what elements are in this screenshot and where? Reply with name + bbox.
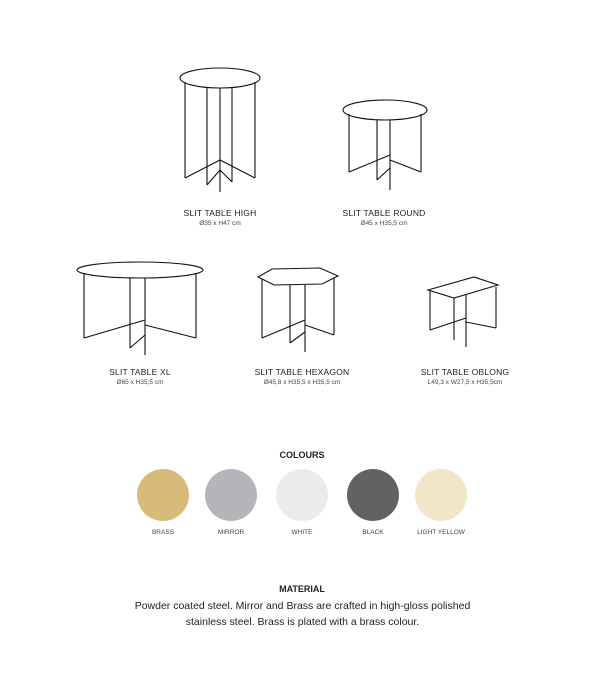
product-dimensions: Ø45,8 x H35,5 x H35,5 cm	[263, 379, 341, 386]
colour-swatch-mirror	[205, 469, 257, 521]
product-name: SLIT TABLE HEXAGON	[254, 367, 350, 377]
product-dimensions: Ø45 x H35,5 cm	[360, 220, 408, 227]
material-heading: MATERIAL	[279, 584, 325, 594]
product-name: SLIT TABLE ROUND	[342, 208, 426, 218]
colours-heading: COLOURS	[279, 450, 325, 460]
slit-table-hexagon-drawing	[258, 268, 338, 352]
slit-table-oblong-drawing	[428, 277, 498, 347]
material-description	[0, 598, 605, 630]
slit-table-high-drawing	[180, 68, 260, 192]
product-slit-table-round	[284, 208, 484, 227]
product-name: SLIT TABLE OBLONG	[420, 367, 510, 377]
colour-label: WHITE	[291, 529, 313, 536]
colour-swatch-brass	[137, 469, 189, 521]
product-dimensions: Ø65 x H35,5 cm	[116, 379, 164, 386]
colour-swatch-light-yellow	[415, 469, 467, 521]
product-name: SLIT TABLE XL	[109, 367, 171, 377]
product-slit-table-oblong	[365, 367, 565, 386]
product-dimensions: L49,3 x W27,5 x H35,5cm	[427, 379, 503, 386]
colour-label: LIGHT YELLOW	[417, 529, 465, 536]
colour-swatch-white	[276, 469, 328, 521]
colour-label: BRASS	[151, 529, 175, 536]
product-name: SLIT TABLE HIGH	[183, 208, 257, 218]
material-line-1: Powder coated steel. Mirror and Brass are crafted in high-gloss polished	[134, 600, 471, 612]
colour-swatch-black	[347, 469, 399, 521]
slit-table-round-drawing	[343, 100, 427, 190]
product-dimensions: Ø35 x H47 cm	[199, 220, 241, 227]
slit-table-xl-drawing	[77, 262, 203, 355]
material-line-2: stainless steel. Brass is plated with a brass colour.	[185, 616, 420, 628]
colour-label: BLACK	[362, 529, 384, 536]
colour-label: MIRROR	[217, 529, 245, 536]
